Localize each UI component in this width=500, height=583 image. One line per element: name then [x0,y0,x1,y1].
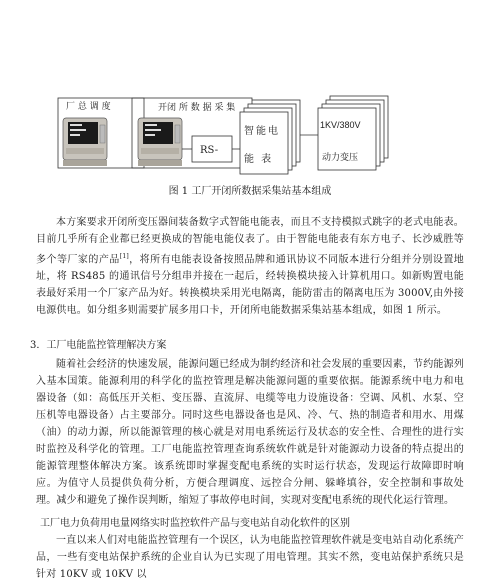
collector-label: 开闭 所 数 据 采 集 [158,103,236,113]
rs-converter-label: RS- [200,145,219,156]
subheading: 工厂电力负荷用电量网络实时监控软件产品与变电站自动化软件的区别 [40,518,350,529]
figure-caption: 图 1 工厂开闭所数据采集站基本组成 [168,186,332,197]
paragraph-1-rest: ，将所有电能表设备按照品牌和通讯协议不同版本进行分组并分别设置地址，将 RS485 的通讯信号分组串并接在一起后，经转换模块接入计算机用口。如新购置电能表最好采用一个厂家产品为好。转换模块采用光电隔离，能防雷击的隔离电压为 3000V,由外接电源供电。如分组多则需要扩展多用口卡，开闭所电能数据采集站基本组成，如图 1 所示。 [36,254,464,317]
system-diagram [0,0,500,200]
collector-computer-icon [138,118,182,166]
factory-dispatch-label: 厂 总 调 度 [66,102,111,112]
meter-label-line1: 智能电 [244,126,280,137]
meter-label-line2: 能 表 [244,154,274,165]
transformer-label-line2: 动力变压 [322,153,359,163]
paragraph-1 [36,214,464,319]
transformer-label-line1: 1KV/380V [320,120,361,130]
paragraph-1-text: 本方案要求开闭所变压器间装备数字式智能电能表，而且不支持模拟式跳字的老式电能表。目前几乎所有企业都已经更换成的智能电能仪表了。由于智能电能表有东方电子、长沙威胜等多个等厂家的产品 [36,217,464,266]
section-heading: 3．工厂电能监控管理解决方案 [30,340,167,351]
dispatch-computer-icon [63,118,107,166]
paragraph-3: 一直以来人们对电能监控管理有一个误区，认为电能监控管理软件就是变电站自动化系统产品，一些有变电站保护系统的企业自认为已实现了用电管理。其实不然，变电站保护系统只是针对 10KV 或 10KV 以 [36,535,464,580]
citation-ref: [1] [119,253,129,260]
paragraph-2: 随着社会经济的快速发展，能源问题已经成为制约经济和社会发展的重要因素，节约能源列入基本国策。能源利用的科学化的监控管理是解决能源问题的重要依据。能源系统中电力和电器设备（如：高低压开关柜、变压器、直流屏、电缆等电力设施设备：空调、风机、水泵、空压机等电器设备）占主要部分。同时这些电器设备也是风、冷、气、热的制造者和用水、用煤（油）的动力源，所以能源管理的核心就是对用电系统运行及状态的安全性、合理性的进行实时监控及科学化的管理。工厂电能监控管理查询系统软件就是针对能源动力设备的特点提出的能源管理整体解决方案。该系统即时掌握变配电系统的实时运行状态，发现运行故障即时响应。为值守人员提供负荷分析，方便合理调度、远控合分闸、躲峰填谷，安全控制和事故处理。减少和避免了操作误判断，缩短了事故停电时间，实现对变配电系统的现代化运行管理。 [36,359,464,506]
